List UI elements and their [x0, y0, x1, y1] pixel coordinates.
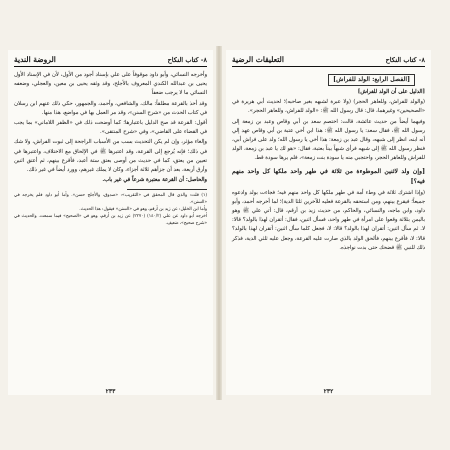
right-page-header	[232, 54, 425, 67]
left-page	[8, 50, 213, 395]
left-paragraph-3: أقول: القرعة قد صح الدليل باعتبارها؛ كما أوضحت ذلك في «الظفر اللاماني» بما يجب في القضاء على القاضي»، وفي «شرح المنتقى».	[14, 120, 207, 136]
right-page-body	[232, 71, 425, 253]
section-title-1: [الفصل الرابع: الولد للفراش]	[328, 74, 415, 86]
left-footnotes	[14, 192, 207, 227]
section-title-2: [وإن ولد لاثنين الموطوءة من ثلاثة في طهر واحد ملكها كل واحد منهم فيه؟]	[232, 167, 425, 185]
right-paragraph-3: وفيهما أيضاً من حديث عائشة، قالت: اختصم سعد بن أبي وقاص وعبد بن زمعة إلى رسول الله ﷺ، فقال سعد: يا رسول الله ﷺ: هذا ابن أخي عتبة بن أبي وقاص عهد إلي أنه ابنه، انظر إلى شبهه، وقال عبد بن زمعة: هذا أخي يا رسول الله؛ ولد على فراش أبي، فنظر رسول الله ﷺ إلى شبهه فرأى شبهاً بيناً بعتبة، فقال: «هو لك يا عبد بن زمعة، الولد للفراش وللعاهر الحجر، واحتجبي منه يا سودة بنت زمعة»، فلم يرها سودة قط.	[232, 118, 425, 162]
left-paragraph-4: وإلغاء مؤثر، وإن لم يكن التحديث بسب من الأسباب الراجحة إلى ثبوت الفراش، ولا شك في ذلك؛ فإنه يُرجع إلى القرعة، وقد اعتبرها ﷺ في الإلحاق مع الاختلاف، واعتبرها في تعيين من يعتق، كما في حديث من أوصى بعتق ستة أعبد، فأقرع بينهم، ثم أعتق اثنين وأرق أربعة، بعد أن جزأهم ثلاثة أجزاء، وكان لا يملك غيرهم، وورد أيضاً في غير ذلك.	[14, 139, 207, 174]
left-paragraph-1: وأخرجه النسائي، وأبو داود موقوفاً على علي بإسناد أجود من الأول، لأن في الإسناد الأول يحيى بن عبدالله الكندي المعروف بالأجلح، وقد وثقه يحيى بن معين، والعجلي، وضعفه النسائي ما لا يرجب ضعفاً	[14, 72, 207, 97]
left-page-number: ٢٣٣	[105, 388, 116, 395]
left-header-book-title: الروضة الندية	[14, 55, 56, 64]
left-paragraph-5: والحاصل: أن القرعة معتبرة شرعاً في غير باب.	[102, 177, 207, 184]
book-gutter	[216, 46, 222, 400]
right-header-chapter: ٨- كتاب النكاح	[385, 56, 425, 64]
footnote-1: (١) قلت: والذي قال المحقق في «التقريب»: «صدوق، والأجلح حسن». وأما أبو داود فلم يخرجه في «السنن».	[14, 193, 207, 206]
right-paragraph-2: (والولد للفراش، وللعاهر الحجر) (ولا عبرة لشبهه بغير صاحبه)؛ لحديث أبي هريرة في «الصحيحين» وغيرهما، قال: قال رسول الله ﷺ: «الولد للفراش، وللعاهر الحجر».	[232, 99, 425, 115]
left-page-header	[14, 54, 207, 67]
right-paragraph-4: (وإذا اشترك ثلاثة في وطء أمة في طهر ملكها كل واحد منهم فيه؛ فجاءت بولد وادعوه جميعاً؛ فيقرع بينهم، ومن استحقه بالقرعة فعليه للآخرين ثلثا الدية)؛ لما أخرجه أحمد، وأبو داود، وابن ماجه، والنسائي، والحاكم، من حديث زيد بن أرقم، قال: أتي علي ﷺ وهو باليمن بثلاثة وقعوا على امرأة في طهر واحد، فسأل اثنين، فقال: أتقران لهذا بالولد؟ قالا: لا. ثم سأل اثنين: أتقران لهذا بالولد؟ قالا: لا، فجعل كلما سأل اثنين: أتقران لهذا بالولد؟ قالا: لا، فأقرع بينهم، فألحق الولد بالذي صارت عليه القرعة، وجعل عليه ثلثي الدية، فذكر ذلك للنبي ﷺ فضحك حتى بدت نواجذه.	[232, 189, 425, 251]
right-page-number: ٢٣٢	[323, 388, 334, 395]
footnote-divider	[127, 189, 207, 190]
left-paragraph-2: وقد أخذ بالقرعة مطلقاً: مالك، والشافعي، وأحمد، والجمهور، حكي ذلك عنهم ابن رسلان في كتاب الحدث من «شرح السنن»، وقد مر العمل بها في مواضع، هذا منها.	[14, 100, 207, 116]
footnote-2: وأما ابن الخليل: عن زيد بن أرقم، وهو في «السنن» فيقول: هذا الحديث.	[79, 207, 207, 213]
left-page-body	[14, 71, 207, 185]
footnote-3: أخرجه أبو داود عن علي (١٤٠/٢) (٢٢٧٠) عن زيد بن أرقم، وهو في «الصحيح» فيما سمعت. والحديث في «شرح صحيح»، ضعيف.	[14, 214, 208, 227]
right-page	[226, 50, 431, 395]
right-header-book-title: التعليقات الرضية	[232, 55, 284, 64]
left-header-chapter: ٨- كتاب النكاح	[167, 56, 207, 64]
right-paragraph-1: [الدليل على أن الولد للفراش]	[357, 89, 425, 95]
